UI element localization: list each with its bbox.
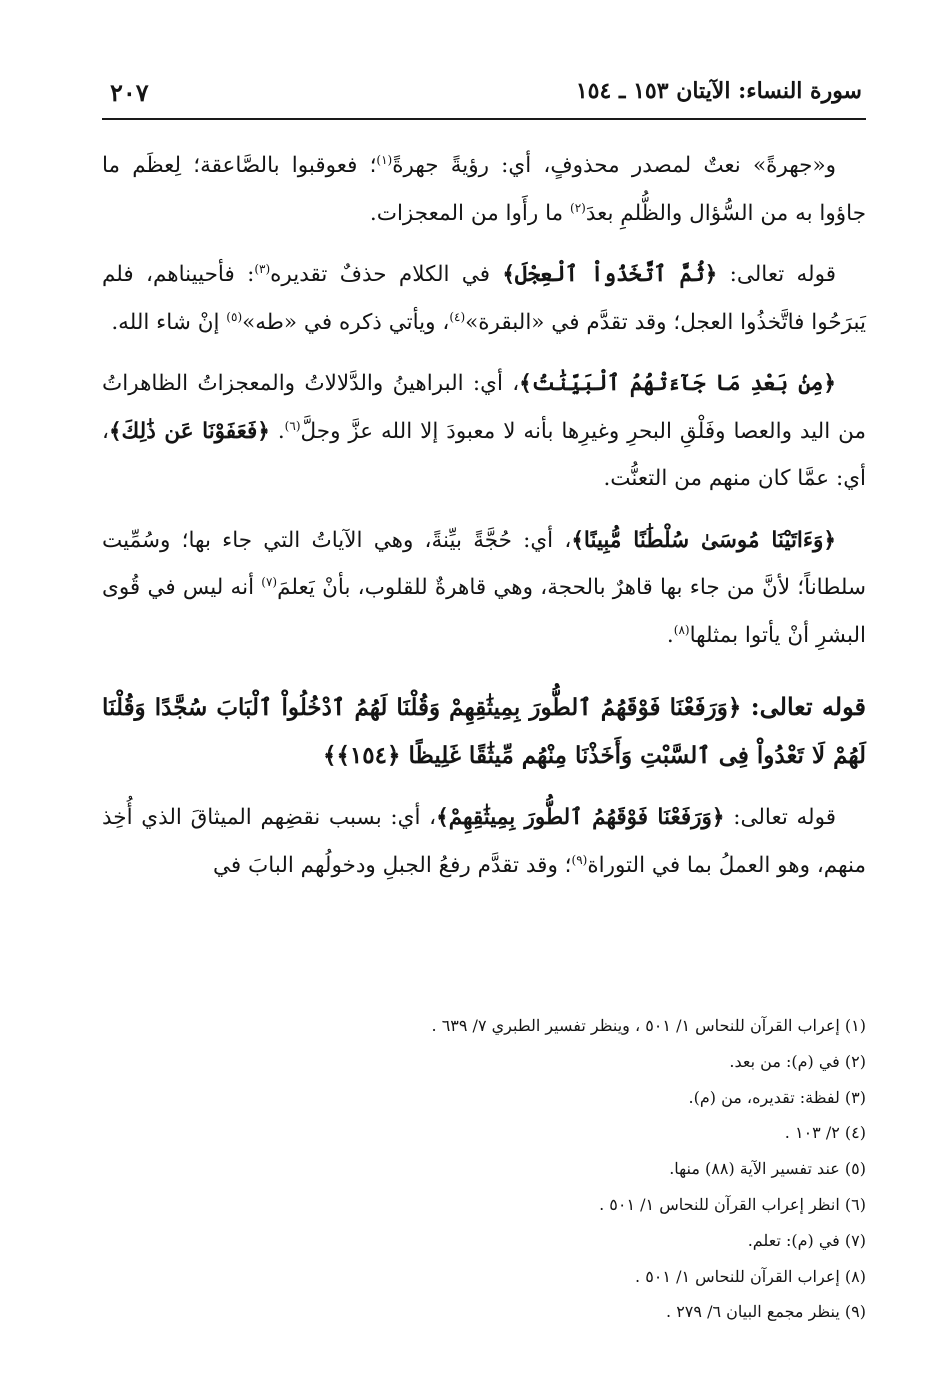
footnote-ref: (٩) <box>571 852 588 867</box>
text-run: إنْ شاء الله. <box>111 309 227 335</box>
footnote-ref: (٨) <box>673 622 690 637</box>
footnote-ref: (١) <box>376 152 393 167</box>
footnote: (٥) عند تفسير الآية (٨٨) منها. <box>669 1159 866 1179</box>
footnotes <box>102 1008 866 1330</box>
text-run: ، أي: حُجَّةً بيِّنةً، وهي الآياتُ التي جاء بها؛ وسُمِّيت سلطاناً؛ لأنَّ من جاء بها قاهرٌ بالحجة، وهي قاهرةٌ للقلوب، بأنْ يَعلمَ <box>102 527 866 600</box>
text-run: و«جهرةً» نعتٌ لمصدر محذوفٍ، أي: رؤيةً جهرةً <box>392 153 836 178</box>
paragraph <box>102 794 866 889</box>
text-run: ما رأَوا من المعجزات. <box>369 200 570 226</box>
text-run: قوله تعالى: <box>741 692 866 721</box>
paragraph <box>102 360 866 503</box>
footnote: (٢) في (م): من بعد. <box>729 1051 866 1071</box>
text-run: ، أي: بسبب نقضِهم الميثاقَ الذي أُخِذ منهم، وهو العملُ بما في التوراة <box>102 805 866 878</box>
footnote-ref: (٦) <box>284 418 301 433</box>
text-run: ، أي: عمَّا كان منهم من التعنُّت. <box>102 418 866 491</box>
text-run: ؛ فعوقبوا بالصَّاعقة؛ لِعظَم ما جاؤوا به من السُّؤال والظُّلمِ بعدَ <box>102 153 866 226</box>
footnote: (٩) ينظر مجمع البيان ٦/ ٢٧٩ . <box>666 1302 866 1322</box>
text-run: ، ويأتي ذكره في «طه» <box>242 309 450 335</box>
footnote: (٧) في (م): تعلم. <box>747 1230 866 1250</box>
running-title: سورة النساء: الآيتان ١٥٣ ـ ١٥٤ <box>575 78 862 104</box>
footnote-ref: (٤) <box>449 309 466 324</box>
quran-quote: ﴿وَرَفَعْنَا فَوْقَهُمُ ٱلطُّورَ بِمِيثَٰقِهِمْ﴾ <box>436 805 725 830</box>
footnote-ref: (٢) <box>570 200 586 215</box>
paragraph <box>102 517 866 660</box>
footnote-ref: (٧) <box>261 574 278 589</box>
text-run: . <box>666 622 674 648</box>
text-run: ؛ وقد تقدَّم رفعُ الجبلِ ودخولُهم البابَ في <box>213 852 572 878</box>
paragraph <box>102 142 866 237</box>
footnote: (٨) إعراب القرآن للنحاس ١/ ٥٠١ . <box>635 1266 866 1286</box>
footnote-ref: (٣) <box>254 261 271 276</box>
quran-quote: ﴿مِنۢ بَعْدِ مَا جَآءَتْهُمُ ٱلْبَيِّنَٰتُ﴾ <box>519 371 836 396</box>
quran-quote: ﴿ثُمَّ ٱتَّخَذُواْ ٱلْعِجْلَ﴾ <box>502 262 718 287</box>
footnote: (٤) ٢/ ١٠٣ . <box>784 1123 866 1143</box>
text-run: : فأحييناهم، فلم يَبرَحُوا فاتَّخذُوا العجل؛ وقد تقدَّم في «البقرة» <box>102 262 866 335</box>
quran-quote: ﴿فَعَفَوْنَا عَن ذَٰلِكَ﴾ <box>108 418 270 444</box>
page-number: ٢٠٧ <box>110 78 149 107</box>
text-run: أنه ليس في قُوى البشرِ أنْ يأتوا بمثلها <box>102 575 866 648</box>
text-run: ، أي: البراهينُ والدَّلالاتُ والمعجزاتُ الظاهراتُ من اليد والعصا وفَلْقِ البحرِ وغيرِها بأنه لا معبودَ إلا الله عزَّ وجلَّ <box>102 371 866 444</box>
text-run: قوله تعالى: <box>724 805 836 830</box>
page-header <box>102 72 866 120</box>
footnote-ref: (٥) <box>226 309 243 324</box>
text-run: . <box>269 418 285 444</box>
footnote: (٣) لفظة: تقديره، من (م). <box>688 1087 866 1107</box>
footnote: (١) إعراب القرآن للنحاس ١/ ٥٠١ ، وينظر تفسير الطبري ٧/ ٦٣٩ . <box>431 1016 866 1035</box>
paragraph <box>102 251 866 346</box>
verse-heading <box>102 683 866 780</box>
main-text <box>102 142 866 903</box>
text-run: قوله تعالى: <box>717 262 836 287</box>
text-run: في الكلام حذفٌ تقديره <box>270 262 503 287</box>
quran-quote: ﴿وَءَاتَيْنَا مُوسَىٰ سُلْطَٰنًا مُّبِينًا﴾ <box>571 527 836 553</box>
text-run: ﴿وَرَفَعْنَا فَوْقَهُمُ ٱلطُّورَ بِمِيثَٰقِهِمْ وَقُلْنَا لَهُمُ ٱدْخُلُواْ ٱلْبَابَ سُجَّدًا وَقُلْنَا لَهُمْ لَا تَعْدُواْ فِى ٱلسَّبْتِ وَأَخَذْنَا مِنْهُم مِّيثَٰقًا غَلِيظًا ﴿١٥٤﴾﴾ <box>102 694 866 769</box>
footnote: (٦) انظر إعراب القرآن للنحاس ١/ ٥٠١ . <box>599 1194 866 1214</box>
